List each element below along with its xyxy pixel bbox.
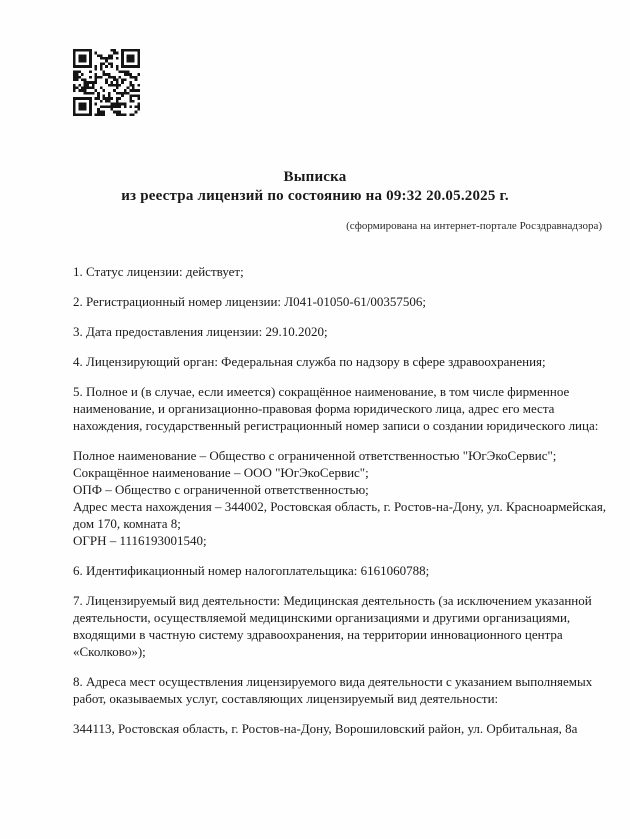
- document-title-line1: Выписка: [283, 169, 347, 185]
- qr-code-icon: [73, 49, 140, 116]
- license-status-line: 1. Статус лицензии: действует;: [73, 264, 244, 279]
- document-body: [73, 263, 630, 737]
- portal-note: (сформирована на интернет-портале Росздравнадзора): [346, 220, 602, 232]
- document-title: [0, 168, 630, 206]
- document-title-line2: из реестра лицензий по состоянию на 09:32 20.05.2025 г.: [121, 188, 509, 204]
- registration-number-line: 2. Регистрационный номер лицензии: Л041-01050-61/00357506;: [73, 294, 426, 309]
- grant-date-line: 3. Дата предоставления лицензии: 29.10.2020;: [73, 324, 328, 339]
- licensing-authority-line: 4. Лицензирующий орган: Федеральная служба по надзору в сфере здравоохранения;: [73, 354, 546, 369]
- activity-addresses-heading: 8. Адреса мест осуществления лицензируемого вида деятельности с указанием выполняемых работ, оказываемых услуг, составляющих лицензируемый вид деятельности:: [73, 674, 593, 706]
- inn-line: 6. Идентификационный номер налогоплательщика: 6161060788;: [73, 563, 430, 578]
- org-names-heading: 5. Полное и (в случае, если имеется) сокращённое наименование, в том числе фирменное наименование, и организационно-правовая форма юридического лица, адрес его места нахождения, государственный регистрационный номер записи о создании юридического лица:: [73, 384, 599, 433]
- licensed-activity-block: 7. Лицензируемый вид деятельности: Медицинская деятельность (за исключением указанной деятельности, осуществляемой медицинскими организациями и другими организациями, входящими в частную систему здравоохранения, на территории инновационного центра «Сколково»);: [73, 593, 592, 659]
- org-details-block: Полное наименование – Общество с ограниченной ответственностью "ЮгЭкоСервис"; Сокращённое наименование – ООО "ЮгЭкоСервис"; ОПФ – Общество с ограниченной ответственностью; Адрес места нахождения – 344002, Ростовская область, г. Ростов-на-Дону, ул. Красноармейская, дом 170, комната 8; ОГРН – 1116193001540;: [73, 448, 607, 548]
- activity-address-line: 344113, Ростовская область, г. Ростов-на-Дону, Ворошиловский район, ул. Орбитальная, 8а: [73, 721, 578, 736]
